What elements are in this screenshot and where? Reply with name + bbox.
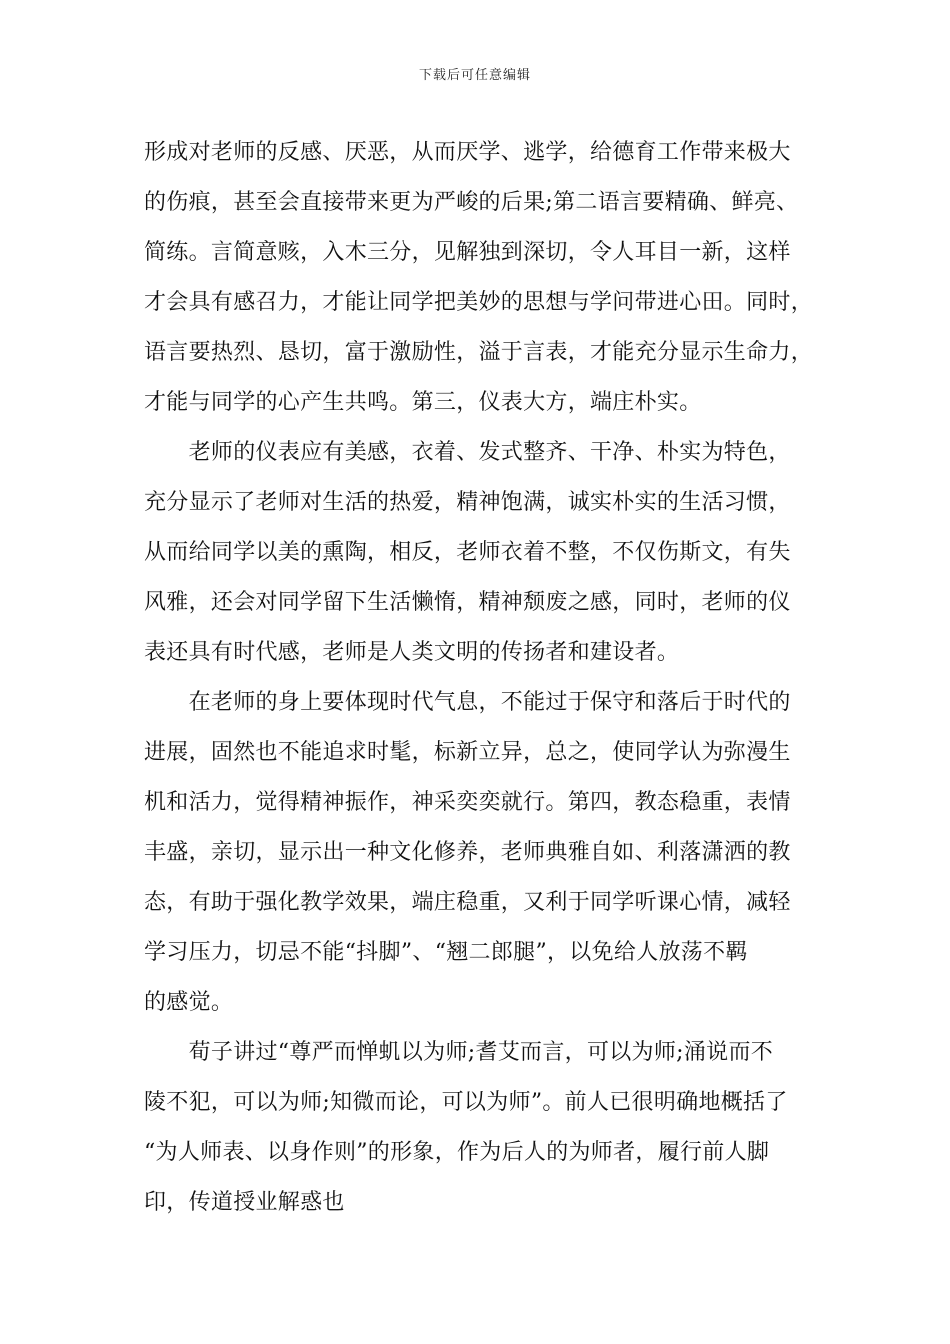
text-line: 从而给同学以美的熏陶，相反，老师衣着不整，不仅伤斯文，有失 (144, 540, 791, 565)
text-line: 的伤痕，甚至会直接带来更为严峻的后果;第二语言要精确、鲜亮、 (144, 190, 799, 215)
text-line: 陵不犯，可以为师;知微而论，可以为师”。前人已很明确地概括了 (144, 1090, 788, 1115)
text-line: 才能与同学的心产生共鸣。第三，仪表大方，端庄朴实。 (144, 390, 702, 415)
text-line: 丰盛，亲切，显示出一种文化修养，老师典雅自如、利落潇洒的教 (144, 840, 791, 865)
text-line: 表还具有时代感，老师是人类文明的传扬者和建设者。 (144, 640, 680, 665)
text-line: 风雅，还会对同学留下生活懒惰，精神颓废之感，同时，老师的仪 (144, 590, 791, 615)
text-line: 形成对老师的反感、厌恶，从而厌学、逃学，给德育工作带来极大 (144, 140, 791, 165)
page-header: 下载后可任意编辑 (418, 68, 531, 83)
text-line: 才会具有感召力，才能让同学把美妙的思想与学问带进心田。同时， (144, 290, 814, 315)
text-line: 的感觉。 (144, 990, 234, 1015)
text-line: 老师的仪表应有美感，衣着、发式整齐、干净、朴实为特色， (144, 440, 791, 465)
document-body (144, 128, 814, 1228)
text-line: 荀子讲过“尊严而惮虮以为师;耆艾而言，可以为师;涌说而不 (144, 1040, 774, 1065)
text-line: 学习压力，切忌不能“抖脚”、“翘二郎腿”，以免给人放荡不羁 (144, 940, 748, 965)
text-line: 进展，固然也不能追求时髦，标新立异，总之，使同学认为弥漫生 (144, 740, 791, 765)
text-line: 印，传道授业解惑也 (144, 1190, 345, 1215)
text-line: “为人师表、以身作则”的形象，作为后人的为师者，履行前人脚 (144, 1140, 770, 1165)
text-line: 充分显示了老师对生活的热爱，精神饱满，诚实朴实的生活习惯， (144, 490, 791, 515)
text-line: 简练。言简意赅，入木三分，见解独到深切，令人耳目一新，这样 (144, 240, 791, 265)
text-line: 态，有助于强化教学效果，端庄稳重，又利于同学听课心情，减轻 (144, 890, 791, 915)
text-line: 语言要热烈、恳切，富于激励性，溢于言表，才能充分显示生命力， (144, 340, 814, 365)
text-line: 在老师的身上要体现时代气息，不能过于保守和落后于时代的 (144, 690, 791, 715)
text-line: 机和活力，觉得精神振作，神采奕奕就行。第四，教态稳重，表情 (144, 790, 791, 815)
